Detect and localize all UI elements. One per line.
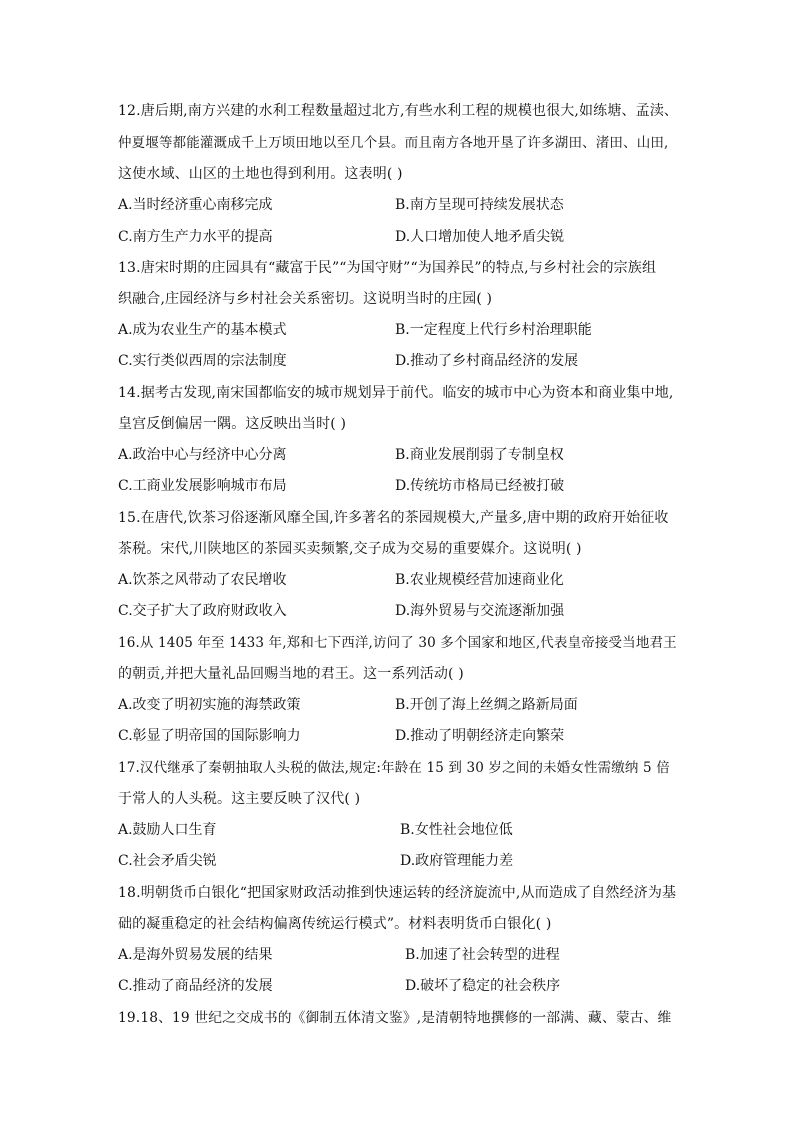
- question-15-option-b: B.农业规模经营加速商业化: [395, 572, 564, 588]
- question-18-option-b: B.加速了社会转型的进程: [405, 947, 560, 963]
- question-15-option-c: C.交子扩大了政府财政收入: [118, 603, 287, 619]
- question-14-option-a: A.政治中心与经济中心分离: [118, 447, 287, 463]
- question-16-option-b: B.开创了海上丝绸之路新局面: [395, 697, 578, 713]
- question-13-line-1: 13.唐宋时期的庄园具有“藏富于民”“为国守财”“为国养民”的特点,与乡村社会的宗族组: [118, 260, 657, 276]
- question-12-option-a: A.当时经济重心南移完成: [118, 197, 273, 213]
- question-12-option-c: C.南方生产力水平的提高: [118, 229, 273, 245]
- question-18-line-1: 18.明朝货币白银化“把国家财政活动推到快速运转的经济旋流中,从而造成了自然经济为基: [118, 885, 677, 901]
- question-17-option-a: A.鼓励人口生育: [118, 822, 217, 838]
- question-13-option-d: D.推动了乡村商品经济的发展: [395, 353, 579, 369]
- question-15-option-d: D.海外贸易与交流逐渐加强: [395, 603, 565, 619]
- question-17-line-1: 17.汉代继承了秦朝抽取人头税的做法,规定:年龄在 15 到 30 岁之间的未婚女性需缴纳 5 倍: [118, 760, 670, 776]
- question-18-option-a: A.是海外贸易发展的结果: [118, 947, 273, 963]
- question-14-option-b: B.商业发展削弱了专制皇权: [395, 447, 564, 463]
- question-18-line-2: 础的凝重稳定的社会结构偏离传统运行模式”。材料表明货币白银化( ): [118, 916, 552, 932]
- question-12-line-1: 12.唐后期,南方兴建的水利工程数量超过北方,有些水利工程的规模也很大,如练塘、孟渎、: [118, 103, 678, 119]
- question-13-option-a: A.成为农业生产的基本模式: [118, 322, 287, 338]
- question-17-line-2: 于常人的人头税。这主要反映了汉代( ): [118, 791, 361, 807]
- question-14-line-1: 14.据考古发现,南宋国都临安的城市规划异于前代。临安的城市中心为资本和商业集中地,: [118, 385, 674, 401]
- question-12-option-d: D.人口增加使人地矛盾尖锐: [395, 229, 565, 245]
- question-19-line-1: 19.18、19 世纪之交成书的《御制五体清文鉴》,是清朝特地撰修的一部满、藏、蒙古、维: [118, 1010, 672, 1026]
- question-17-option-b: B.女性社会地位低: [400, 822, 513, 838]
- question-15-option-a: A.饮茶之风带动了农民增收: [118, 572, 287, 588]
- question-16-option-d: D.推动了明朝经济走向繁荣: [395, 728, 565, 744]
- question-12-option-b: B.南方呈现可持续发展状态: [395, 197, 564, 213]
- question-15-line-2: 茶税。宋代,川陕地区的茶园买卖频繁,交子成为交易的重要媒介。这说明( ): [118, 541, 582, 557]
- question-18-option-c: C.推动了商品经济的发展: [118, 978, 273, 994]
- question-16-option-a: A.改变了明初实施的海禁政策: [118, 697, 301, 713]
- question-16-line-2: 的朝贡,并把大量礼品回赐当地的君王。这一系列活动( ): [118, 666, 464, 682]
- question-13-option-c: C.实行类似西周的宗法制度: [118, 353, 287, 369]
- question-17-option-d: D.政府管理能力差: [400, 853, 514, 869]
- question-13-line-2: 织融合,庄园经济与乡村社会关系密切。这说明当时的庄园( ): [118, 291, 493, 307]
- question-14-line-2: 皇宫反倒偏居一隅。这反映出当时( ): [118, 416, 347, 432]
- question-18-option-d: D.破坏了稳定的社会秩序: [405, 978, 561, 994]
- question-12-line-2: 仲夏堰等都能灌溉成千上万顷田地以至几个县。而且南方各地开垦了许多湖田、渚田、山田,: [118, 135, 669, 151]
- question-13-option-b: B.一定程度上代行乡村治理职能: [395, 322, 592, 338]
- question-14-option-d: D.传统坊市格局已经被打破: [395, 478, 565, 494]
- question-14-option-c: C.工商业发展影响城市布局: [118, 478, 287, 494]
- question-12-line-3: 这使水域、山区的土地也得到利用。这表明( ): [118, 166, 403, 182]
- question-16-option-c: C.彰显了明帝国的国际影响力: [118, 728, 301, 744]
- question-15-line-1: 15.在唐代,饮茶习俗逐渐风靡全国,许多著名的茶园规模大,产量多,唐中期的政府开始征收: [118, 510, 669, 526]
- question-16-line-1: 16.从 1405 年至 1433 年,郑和七下西洋,访问了 30 多个国家和地区,代表皇帝接受当地君王: [118, 635, 677, 651]
- question-17-option-c: C.社会矛盾尖锐: [118, 853, 217, 869]
